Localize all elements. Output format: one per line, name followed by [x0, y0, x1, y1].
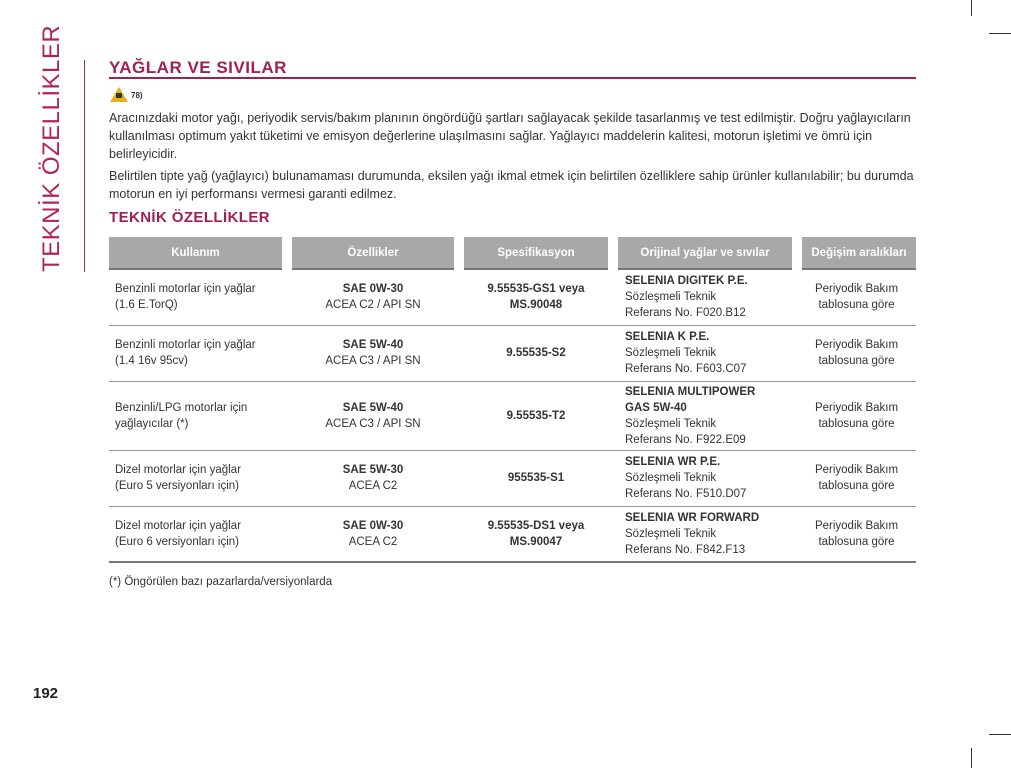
- warning-triangle-icon: [110, 87, 128, 102]
- cell-specification: 9.55535-DS1 veya MS.90047: [487, 519, 585, 548]
- cell-interval: Periyodik Bakım tablosuna göre: [814, 283, 899, 312]
- cell-usage: Benzinli motorlar için yağlar (1.6 E.TorQ): [115, 283, 256, 312]
- subsection-title: TEKNİK ÖZELLİKLER: [109, 209, 270, 226]
- cell-specification: 955535-S1: [507, 472, 565, 484]
- warning-reference: [110, 87, 143, 102]
- page-number: 192: [33, 685, 59, 702]
- lubricants-table: [109, 237, 916, 563]
- cell-specification: 9.55535-T2: [506, 409, 566, 422]
- table-row: [109, 450, 916, 506]
- cell-specification: 9.55535-S2: [506, 347, 566, 359]
- table-footnote: (*) Öngörülen bazı pazarlarda/versiyonlarda: [109, 576, 333, 588]
- crop-mark: [971, 0, 972, 16]
- cell-original-fluid: SELENIA WR P.E. Sözleşmeli Teknik Referans No. F510.D07: [625, 456, 747, 500]
- table-row: [109, 381, 916, 450]
- cell-interval: Periyodik Bakım tablosuna göre: [814, 339, 899, 367]
- section-title-underline: [109, 77, 916, 79]
- table-row: [109, 506, 916, 562]
- cell-properties: SAE 0W-30 ACEA C2: [342, 519, 404, 548]
- header-properties: Özellikler: [287, 237, 459, 269]
- intro-paragraph: Aracınızdaki motor yağı, periyodik servis/bakım planının öngördüğü şartları sağlayacak şekilde tasarlanmış ve test edilmiştir. Doğru yağlayıcıların kullanılması optimum yakıt tüketimi ve emisyon değerlerine ulaşılmasını sağlar. Yağlayıcı maddelerin kalitesi, motorun işletimi ve ömrü için belirleyicidir.: [109, 111, 911, 161]
- crop-mark: [989, 33, 1011, 34]
- table-row: [109, 269, 916, 325]
- cell-properties: SAE 5W-30 ACEA C2: [342, 464, 404, 492]
- cell-usage: Dizel motorlar için yağlar (Euro 5 versiyonları için): [115, 464, 241, 492]
- cell-usage: Dizel motorlar için yağlar (Euro 6 versiyonları için): [115, 519, 241, 548]
- cell-properties: SAE 5W-40 ACEA C3 / API SN: [325, 339, 421, 367]
- cell-original-fluid: SELENIA DIGITEK P.E. Sözleşmeli Teknik Referans No. F020.B12: [625, 275, 748, 320]
- cell-interval: Periyodik Bakım tablosuna göre: [814, 519, 899, 548]
- header-specification: Spesifikasyon: [459, 237, 613, 269]
- cell-properties: SAE 0W-30 ACEA C2 / API SN: [325, 283, 421, 312]
- cell-original-fluid: SELENIA WR FORWARD Sözleşmeli Teknik Referans No. F842.F13: [625, 511, 760, 556]
- cell-interval: Periyodik Bakım tablosuna göre: [814, 401, 899, 430]
- cell-specification: 9.55535-GS1 veya MS.90048: [487, 283, 585, 312]
- cell-usage: Benzinli motorlar için yağlar (1.4 16v 95cv): [115, 339, 256, 367]
- table-row: [109, 325, 916, 381]
- header-original-fluids: Orijinal yağlar ve sıvılar: [613, 237, 797, 269]
- side-divider: [84, 60, 85, 272]
- table-header-row: [109, 237, 916, 269]
- intro-paragraph: Belirtilen tipte yağ (yağlayıcı) bulunamaması durumunda, eksilen yağı ikmal etmek için belirtilen özelliklere sahip ürünler kullanılabilir; bu durumda motorun en iyi performansı vermesi garanti edilmez.: [109, 169, 914, 201]
- cell-usage: Benzinli/LPG motorlar için yağlayıcılar (*): [115, 401, 248, 430]
- cell-original-fluid: SELENIA K P.E. Sözleşmeli Teknik Referans No. F603.C07: [625, 331, 747, 375]
- side-chapter-title: TEKNİK ÖZELLİKLER: [38, 24, 65, 272]
- crop-mark: [989, 734, 1011, 735]
- header-change-interval: Değişim aralıkları: [797, 237, 916, 269]
- cell-original-fluid: SELENIA MULTIPOWER GAS 5W-40 Sözleşmeli Teknik Referans No. F922.E09: [625, 385, 756, 446]
- cell-interval: Periyodik Bakım tablosuna göre: [814, 464, 899, 492]
- crop-mark: [971, 748, 972, 768]
- warning-ref-number: 78): [131, 91, 143, 100]
- header-usage: Kullanım: [109, 237, 287, 269]
- section-title: YAĞLAR VE SIVILAR: [109, 58, 287, 77]
- cell-properties: SAE 5W-40 ACEA C3 / API SN: [325, 401, 421, 430]
